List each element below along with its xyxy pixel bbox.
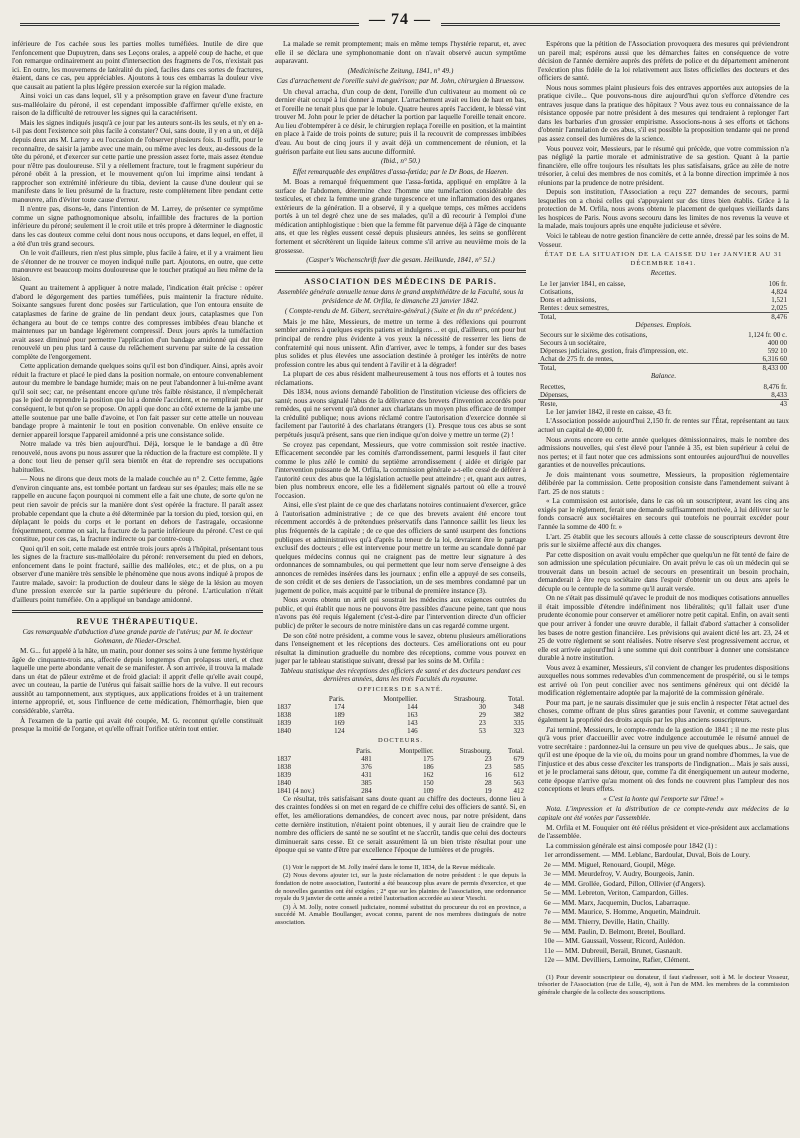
paragraph: L'art. 25 établit que les secours alloués à cette classe de souscripteurs devront être pris sur le sixième affecté aux dix changes.	[538, 532, 789, 550]
paragraph: Mais je me hâte, Messieurs, de mettre un terme à des réflexions qui pourront sembler amères à quelques esprits patiens et indulgens ... et qui, d'ailleurs, ont pour but principal de rendre plus évidente à vos yeux la nécessité de resserrer les liens de confraternité qui nous unissent. Afin d'arriver, avec le temps, à fonder sur des bases plus solides et plus élevées une association destinée à protéger les intérêts de notre profession contre les abus qui tendent à l'avilir et à la dégrader!	[275, 317, 526, 369]
column-1	[12, 40, 263, 1130]
table-cell: 1837	[277, 703, 291, 712]
footnote: (1) Pour devenir souscripteur ou donateur, il faut s'adresser, soit à M. le docteur Vosseur, trésorier de l'Association (rue de Lille, 4), soit à l'un de MM. les membres de la commission générale chargée de la collecte des souscriptions.	[538, 973, 789, 996]
recettes-table	[538, 280, 789, 321]
list-item: 8e — MM. Thierry, Deville, Hatin, Chailly.	[544, 918, 670, 927]
footnote-rule	[371, 859, 431, 860]
table-row	[538, 391, 789, 400]
paragraph: Il n'entre pas, disons-le, dans l'intention de M. Larrey, de présenter ce symptôme comme un signe pathognomonique absolu, infaillible des fractures de la portion inférieure du péroné; seulement il le croit utile et très propre à déterminer le diagnostic dans les cas douteux comme celui dont nous nous occupons, et dans lequel, en effet, il a été d'un très grand secours.	[12, 205, 263, 248]
paragraph: — Nous ne dirons que deux mots de la malade couchée au n° 2. Cette femme, âgée d'environ cinquante ans, est tombée portant un fardeau sur ses épaules; mais elle ne se rappelle en aucune façon pourquoi ni comment elle a fait une chute, de sorte qu'on ne peut rien savoir de précis sur la manière dont s'est opérée la fracture. Il paraît assez probable cependant que la chute a été déterminée par la torsion du pied, torsion qui, en déplaçant le poids du corps et le portant en dehors de l'astragale, occasionne fréquemment, comme on sait, la fracture de la partie inférieure du péroné. C'est ce qui constitue, pour ces cas, la fracture indirecte ou par contre-coup.	[12, 475, 263, 544]
table-row	[275, 771, 526, 779]
paragraph: Le 1er janvier 1842, il reste en caisse, 43 fr.	[546, 407, 672, 416]
table-cell: 412	[513, 786, 524, 795]
source-citation: (Casper's Wochenschrift fuer die gesam. Heilkunde, 1841, n° 51.)	[306, 256, 495, 265]
paragraph: Depuis son institution, l'Association a reçu 227 demandes de secours, parmi lesquelles on a choisi celles qui s'appuyaient sur des titres bien établis. Grâce à la protection de M. Orfila, nous avons obtenu le placement de quelques vieillards dans les hospices de Paris. Nous avons secouru dans les limites de nos revenus la veuve et la malade, mais toujours après une enquête judicieuse et sévère.	[538, 188, 789, 231]
table-cell: 8,476 fr.	[763, 382, 787, 391]
source-citation: (Ibid., n° 50.)	[380, 157, 420, 166]
table-cell: 1,124 fr. 00 c.	[748, 331, 787, 340]
table-header-cell: Total.	[507, 695, 524, 704]
table-cell: 1839	[277, 770, 291, 779]
table-row	[538, 364, 789, 373]
table-cell: 146	[407, 727, 418, 736]
table-cell: 1,521	[771, 295, 787, 304]
table-cell: 174	[334, 703, 345, 712]
officers-table	[275, 695, 526, 735]
footnote: (3) À M. Jolly, notre conseil judiciaire, nommé substitut du procureur du roi en province, a succédé M. Amable Boullanger, avocat connu, parent de nos membres distingués de notre association.	[275, 903, 526, 926]
table-row	[275, 711, 526, 719]
article-subtitle: Assemblée générale annuelle tenue dans le grand amphithéâtre de la Faculté, sous la présidence de M. Orfila, le dimanche 23 janvier 1842.	[277, 288, 524, 305]
table-cell: 8,433	[771, 390, 787, 399]
table-cell: Dépenses,	[540, 390, 569, 399]
paragraph: La plupart de ces abus résident malheureusement à tous nos efforts et à toutes nos réclamations.	[275, 370, 526, 387]
table-header-cell: Strasbourg.	[459, 746, 492, 755]
section-heading: ASSOCIATION DES MÉDECINS DE PARIS.	[304, 276, 497, 286]
paragraph: Quoi qu'il en soit, cette malade est entrée trois jours après à l'hôpital, présentant tous les signes de la fracture sus-malléolaire du péroné: renversement du pied en dehors, enfoncement dans le point fracturé, saillie des malléoles, etc.; et de plus, on a pu observer d'une manière très sensible le phénomène que nous avons indiqué à propos de l'autre malade, savoir: la production de douleur dans le siège de la lésion au moyen d'une pression exercée sur la partie supérieure du péroné. L'articulation n'était d'ailleurs point tuméfiée. On a appliqué un bandage amidonné.	[12, 544, 263, 604]
table-row	[275, 787, 526, 795]
table-row	[275, 719, 526, 727]
paragraph: Par cette disposition on avait voulu empêcher que quelqu'un ne fût tenté de faire de son admission une spéculation pécuniaire. On avait prévu le cas où un médecin qui se trouverait dans un besoin actuel de secours en presentirait un besoin prochain, demanderait à être reçu sociétaire dans l'espoir d'obtenir un ou deux ans après le décuple ou le centuple de la somme qu'il aurait versée.	[538, 550, 789, 593]
paragraph: M. G... fut appelé à la hâte, un matin, pour donner ses soins à une femme hystérique âgée de cinquante-trois ans, affectée depuis longtemps d'un prolapsus uteri, et chez laquelle une perte abondante venait de se manifester. À son arrivée, il trouva la malade dans un état de pâleur extrême et de froid glacial: il apprit d'elle qu'elle avait coupé, avec un couteau, la partie de l'utérus qui faisait saillie hors de la vulve. Il eut recours aussitôt au tamponnement, aux styptiques, aux applications froides et à un traitement interne approprié, et, sous l'influence de cette médication, l'hémorrhagie, bien que considérable, s'arrêta.	[12, 647, 263, 716]
table-cell: 1838	[277, 711, 291, 720]
page-header	[20, 8, 780, 38]
paragraph: Ainsi, elle s'est plaint de ce que des charlatans notoires continuaient d'exercer, grâce à l'autorisation administrative ; de ce que des brevets avaient été encore tout récemment accordés à de prétendues préservatifs dans l'annonce saillit les lieux les plus fréquentés de la capitale ; de ce que des officiers de santé usurpent des fonctions publiques et administratives qu'à d'après la teneur de la loi, devraient être le partage exclusif des docteurs ; elle est intervenue pour mettre un terme au scandale donné par quelques médecins connus qui ne craignent pas de mettre leur signature à des ordonnances de somnambules, ou qui permettent que leur nom serve d'enseigne à des annonces de remèdes insérées dans les journaux ; enfin elle a appuyé de ses conseils, de son crédit et de ses deniers de l'association, un de ses membres condamné par un jugement de police, mais acquitté par le tribunal de première instance (3).	[275, 501, 526, 595]
table-cell: 284	[361, 786, 372, 795]
table-row	[275, 763, 526, 771]
table-cell: 1841 (4 nov.)	[277, 786, 315, 795]
paragraph: On le voit d'ailleurs, rien n'est plus simple, plus facile à faire, et il y a vraiment lieu de s'étonner de ne trouver ce moyen indiqué nulle part. Ajoutons, en outre, que cette manœuvre est beaucoup moins douloureuse que le toucher pratiqué au lieu même de la lésion.	[12, 249, 263, 283]
table-cell: 481	[361, 754, 372, 763]
table-cell: 23	[484, 754, 492, 763]
table-cell: 150	[423, 778, 434, 787]
table-row	[538, 383, 789, 391]
depenses-table	[538, 331, 789, 372]
table-cell: 6,316 60	[762, 355, 787, 364]
paragraph: Mais les signes indiqués jusqu'à ce jour par les auteurs sont-ils les seuls, et n'y en a-t-il pas dont l'existence soit plus facile à constater? Oui, sans doute, il y en a un, et déjà depuis deux ans M. Larrey a eu l'occasion de l'observer plusieurs fois. Il suffit, pour le reconnaître, de saisir la jambe avec une main, ou même avec les deux, au-dessous de la tête du péroné, et d'exercer sur cette partie une pression assez forte, mais assez étendue pour n'être pas douloureuse. S'il y a réellement fracture, tout le fragment supérieur du péroné obéit à la pression, et le mouvement qu'on lui imprime ainsi tendant à rapprocher son extrémité inférieure du tibia, devient la cause d'une douleur qui se manifeste dans le lieu présumé de la fracture, reste complètement libre pendant cette manœuvre, afin d'éviter toute cause d'erreur.	[12, 118, 263, 204]
table-row	[538, 339, 789, 347]
table-cell: 376	[361, 762, 372, 771]
table-header-cell: Paris.	[355, 746, 372, 755]
table-cell: 175	[423, 754, 434, 763]
table-cell: Dons et admissions,	[540, 295, 597, 304]
table-row	[538, 399, 789, 408]
paragraph: L'Association possède aujourd'hui 2,150 fr. de rentes sur l'État, représentant au taux actuel un capital de 40,000 fr.	[538, 417, 789, 434]
list-item: 10e — MM. Gaussail, Vosseur, Ricord, Aulédon.	[544, 937, 685, 946]
source-citation: (Medicinische Zeitung, 1841, n° 49.)	[347, 66, 454, 75]
account-section-title: Balance.	[650, 372, 677, 381]
paragraph: Nota. L'impression et la distribution de ce compte-rendu aux médecins de la capitale ont été votées par l'assemblée.	[538, 805, 789, 823]
table-cell: 1840	[277, 727, 291, 736]
table-cell: 23	[484, 762, 492, 771]
table-row	[538, 296, 789, 304]
table-cell: Reste,	[538, 399, 674, 408]
table-cell: 16	[484, 770, 492, 779]
footnote: (1) Voir le rapport de M. Jolly inséré dans le tome II, 1834, de la Revue médicale.	[283, 863, 496, 871]
paragraph: Nous avons obtenu un arrêt qui soustrait les médecins aux exigences outrées du public, et qui établit que nous ne pouvons être passibles d'aucune peine, tant que nous n'avons pas été requis légalement (c'est-à-dire par l'intervention directe d'un officier public) de prêter le secours de notre ministère dans un cas regardé comme urgent.	[275, 596, 526, 630]
table-cell: 28	[484, 778, 492, 787]
page-number: — 74 —	[359, 11, 441, 29]
table-cell: 8,476	[739, 312, 789, 321]
paragraph: La malade se remit promptement; mais en même temps l'hystérie reparut, et, avec elle il se déclara une symphonomanie dont on n'avait observé aucun symptôme auparavant.	[275, 40, 526, 66]
paragraph: Espérons que la pétition de l'Association provoquera des mesures qui préviendront un pareil mal; espérons aussi que les démarches faites en conséquence de votre décision de l'année dernière auprès des préfets de police et du département amèneront l'exécution plus fidèle de la loi relativement aux listes officielles des docteurs et des officiers de santé.	[538, 40, 789, 83]
footnote: (2) Nous devons ajouter ici, sur la juste réclamation de notre président : le que depuis la fondation de notre association, l'autorité a été beaucoup plus avare de permis d'exercice, et que de nouvelles garanties ont été exigées ; 2° que sur les plaintes de l'association, une ordonnance royale du 9 janvier de cette année a retiré l'autorisation accordée au sieur Vieschi.	[275, 872, 526, 903]
list-item: 12e — MM. Devilliers, Lemoine, Rafier, Clément.	[544, 956, 691, 965]
committee-list	[538, 851, 789, 965]
paragraph: À l'examen de la partie qui avait été coupée, M. G. reconnut qu'elle constituait presque la moitié de l'organe, et qu'elle offrait l'orifice utérin tout entier.	[12, 716, 263, 734]
paragraph: M. Orfila et M. Fouquier ont été réélus président et vice-président aux acclamations de l'assemblée.	[538, 823, 789, 841]
list-item: 4e — MM. Grollée, Godard, Pillon, Ollivier (d'Angers).	[544, 879, 706, 888]
table-cell: 186	[423, 762, 434, 771]
table-cell: 143	[407, 719, 418, 728]
table-cell: 30	[478, 703, 486, 712]
paragraph: Ce résultat, très satisfaisant sans doute quant au chiffre des docteurs, donne lieu à des craintes fondées si on met en regard de ce chiffre celui des officiers de santé. Si, en effet, les améliorations demandées, de concert avec nous, par notre président, dans cette dernière institution, n'étaient point obtenues, il y aurait lieu de craindre que le nombre des officiers de santé ne se soutînt et ne s'accrût, tandis que celui des docteurs diminuerait sans cesse. Et ce serait assurément là un bien triste résultat pour une époque qui se vante d'être par excellence l'époque de lumières et de progrès.	[275, 794, 526, 855]
list-item: 2e — MM. Miguel, Renouard, Goupil, Mège.	[544, 860, 676, 869]
list-item: 11e — MM. Dubreuil, Berail, Brunet, Gasnault.	[544, 946, 683, 955]
paragraph: Vous avez à examiner, Messieurs, s'il convient de changer les prudentes dispositions auxquelles nous sommes redevables d'un commencement de prospérité, ou si le temps est arrivé où l'on peut concilier avec nos sentimens généreux qui ont décidé la modification réglementaire adoptée par la majorité de la commission générale.	[538, 663, 789, 698]
article-title: Cas remarquable d'abduction d'une grande partie de l'utérus; par M. le docteur Gohmann, de Nieder-Orschel.	[22, 628, 253, 645]
article-title: Effet remarquable des emplâtres d'assa-fœtida; par le Dr Boas, de Haeren.	[292, 167, 509, 176]
table-cell: 323	[513, 727, 524, 736]
table-cell: 385	[361, 778, 372, 787]
table-cell: Recettes,	[540, 382, 566, 391]
article-title: Cas d'arrachement de l'oreille suivi de guérison; par M. John, chirurgien à Bruessow.	[276, 77, 525, 86]
table-cell: 189	[334, 711, 345, 720]
table-cell: 1839	[277, 719, 291, 728]
paragraph: Vous pouvez voir, Messieurs, par le résumé qui précède, que votre commission n'a pas négligé la partie morale et administrative de sa gestion. Quant à la partie financière, elle offre toujours les résultats les plus satisfaisans, grâce au zèle de notre trésorier, à celui des membres de nos comités, et à la bonne direction imprimée à nos réunions par la prudence de notre président.	[538, 144, 789, 187]
paragraph: Ainsi voici un cas dans lequel, s'il y a présomption grave en faveur d'une fracture sus-malléolaire du péroné, il est cependant impossible d'affirmer qu'elle existe, en raison de la difficulté de retrouver les signes qui la caractérisent.	[12, 92, 263, 118]
table-cell: 382	[513, 711, 524, 720]
section-divider	[275, 270, 526, 273]
table-cell: 124	[334, 727, 345, 736]
paragraph: inférieure de l'os cachée sous les parties molles tuméfiées. Inutile de dire que l'enfoncement que Dupuytren, dans ses Leçons orales, a appelé coup de hache, et que l'on remarque ordinairement au point d'intersection des fragmens de l'os, n'existait pas ici. En outre, les mouvemens de latéralité du pied, faciles dans ces sortes de fractures, étaient, dans ce cas, peu appréciables. Ajoutons à tous ces embarras la douleur vive que causait au patient la plus légère pression exercée sur la région malade.	[12, 40, 263, 91]
table-header-cell	[275, 747, 342, 755]
table-cell: 592 10	[767, 347, 787, 356]
table-cell: 163	[407, 711, 418, 720]
table-title: Tableau statistique des réceptions des officiers de santé et des docteurs pendant ces dernières années, dans les trois Facultés du royaume.	[280, 666, 521, 684]
table-row	[275, 703, 526, 711]
table-cell: Secours sur le sixième des cotisations,	[540, 331, 648, 340]
list-item: 9e — MM. Paulin, D. Belmont, Bretel, Boullard.	[544, 927, 686, 936]
table-row	[275, 779, 526, 787]
table-header-cell: Total.	[507, 746, 524, 755]
balance-table	[538, 383, 789, 408]
table-cell: 431	[361, 770, 372, 779]
account-section-title: Dépenses. Emplois.	[635, 320, 692, 329]
table-cell: 2,025	[771, 303, 787, 312]
table-cell: Total,	[538, 364, 734, 373]
table-header-cell: Montpellier.	[383, 695, 418, 704]
paragraph: M. Boas a remarqué fréquemment que l'assa-fœtida, appliqué en emplâtre à la surface de l'abdomen, détermine chez l'homme une tuméfaction considérable des testicules, et chez la femme une grande turgescence et une inflammation des organes extérieurs de la génération. Il a observé, il y a quelque temps, ces mêmes accidens portés à un tel degré chez une de ses malades, qu'il a dû recourir à l'emploi d'une médication antiphlogistique : bien que la femme fût parvenue déjà à l'âge de cinquante ans, et que les règles eussent cessé depuis plusieurs années, les seins se gonflèrent fortement et sécrétèrent un liquide laiteux comme s'il arrive au neuvième mois de la grossesse.	[275, 178, 526, 255]
section-heading: REVUE THÉRAPEUTIQUE.	[76, 616, 199, 626]
paragraph: Quant au traitement à appliquer à notre malade, l'indication était précise : opérer d'abord le dégorgement des parties tuméfiées, puis maintenir la fracture réduite. Soixante sangsues furent donc posées sur l'articulation, que l'on entoura ensuite de cataplasmes de farine de graine de lin pendant deux jours, cataplasmes que l'on échangera au bout de ce temps contre des compresses imbibées d'eau blanche et maintenues par un bandage légèrement compressif. Deux jours après la tuméfaction avait assez diminué pour permettre l'application d'un bandage amidonné qui dut être renouvelé un peu plus tard à cause du relâchement survenu par suite de la cessation complète de l'engorgement.	[12, 284, 263, 361]
paragraph: On ne s'était pas dissimulé qu'avec le produit de nos modiques cotisations annuelles il était impossible d'étendre indéfiniment nos libéralités; qu'il fallait user d'une prudente économie pour conserver et améliorer notre petit capital. Enfin, on avait senti que pour arriver à fonder une œuvre durable, il fallait d'abord s'attacher à consolider les bases de notre gestion financière. Les prévisions qui avaient dicté les art. 23, 24 et 25 de votre règlement se sont réalisées. Notre réserve s'est progressivement accrue, et elle est arrivée aujourd'hui à une somme qui doit contribuer à donner une consistance durable à notre institution.	[538, 594, 789, 663]
table-row	[538, 304, 789, 313]
table-cell: 109	[423, 786, 434, 795]
table-cell: Dépenses judiciaires, gestion, frais d'impression, etc.	[540, 347, 689, 356]
table-cell: Total,	[538, 312, 739, 321]
doctors-table	[275, 747, 526, 795]
list-item: 5e — MM. Lebreton, Veriton, Campardon, Gilles.	[544, 889, 689, 898]
table-cell: 53	[478, 727, 486, 736]
table-caption: OFFICIERS DE SANTÉ.	[357, 685, 444, 693]
table-cell: 1840	[277, 778, 291, 787]
table-cell: 162	[423, 770, 434, 779]
list-item: 6e — MM. Marx, Jacquemin, Duclos, Labarraque.	[544, 898, 690, 907]
list-item: 7e — MM. Maurice, S. Homme, Anquetin, Maindruit.	[544, 908, 701, 917]
paragraph: Je dois maintenant vous soumettre, Messieurs, la proposition réglementaire délibérée par la commission. Cette proposition consiste dans l'amendement suivant à l'art. 25 de nos statuts :	[538, 470, 789, 496]
table-row	[538, 312, 789, 321]
table-cell: 400 00	[767, 339, 787, 348]
paragraph: Se croyez pas cependant, Messieurs, que votre commission soit restée inactive. Efficacement secondée par les comités d'arrondissement, parmi lesquels il faut citer comme le plus zélé le comité du septième arrondissement ( aidée et dirigée par l'intervention puissante de M. Orfila, la commission générale a-t-elle cessé de déférer à l'autorité ceux des abus que la législation actuelle peut atteindre ; et, quant aux autres, bien plus nombreux encore, elle les a fidèlement signalés partout où elle a trouvé l'occasion.	[275, 440, 526, 500]
paragraph: Cette application demande quelques soins qu'il est bon d'indiquer. Ainsi, après avoir réduit la fracture et placé le pied dans la position normale, on entoure convenablement autour du membre le bandage humide; mais on ne peut l'abandonner à lui-même avant qu'il soit sec; car, ne présentant encore qu'une très faible résistance, il n'empêcherait pas le pied de reprendre la position que lui a donnée l'accident, et ne remplirait pas, par conséquent, le but qu'on se propose. On appli que donc au côté externe de la jambe une attelle soutenue par une balle d'avoine, et l'on fait passer sur cette attelle un nouveau bandage propre à maintenir le tout en position convenable. On enlève ensuite ce dernier appareil lorsque l'appareil amidonné a pris une consistance solide.	[12, 362, 263, 439]
table-cell: Achat de 275 fr. de rentes,	[540, 355, 614, 364]
paragraph: Nous avons encore eu cette année quelques démissionnaires, mais le nombre des admissions nouvelles, qui s'est élevé pour l'année à 35, est bien supérieur à celui de nos pertes; et il faut noter que ces admissions sont entourées aujourd'hui de nouvelles garanties et de nouvelles précautions.	[538, 435, 789, 470]
table-cell: Cotisations,	[540, 287, 574, 296]
table-cell: Rentes : deux semestres,	[540, 303, 609, 312]
table-header-cell: Strasbourg.	[453, 695, 486, 704]
table-row	[538, 288, 789, 296]
table-header-cell	[275, 695, 309, 703]
paragraph: Pour ma part, je ne saurais dissimuler que je suis enclin à respecter l'état actuel des choses, comme offrant de plus sûres garanties pour l'avenir, et comme sauvegardant également la propriété des droits acquis par les plus anciens souscripteurs.	[538, 698, 789, 724]
paragraph: Dès 1834, nous avions demandé l'abolition de l'institution vicieuse des officiers de santé; nous avons signalé l'abus de la délivrance des brevets d'invention accordés pour remèdes, qui ne servent qu'à donner aux charlatans un moyen plus efficace de tromper la crédulité publique; nous avions réclamé contre l'autorisation d'exercice donnée si facilement par l'autorité à des charlatans étrangers (1). Presque tous ces abus se sont perpétués jusqu'à présent, sans que rien indique qu'on doive y mettre un terme (2) !	[275, 388, 526, 439]
table-cell: 4,824	[771, 287, 787, 296]
section-divider	[12, 610, 263, 613]
table-cell: 679	[513, 754, 524, 763]
list-item: 1er arrondissement. — MM. Leblanc, Bardoulat, Duval, Bois de Loury.	[544, 851, 751, 860]
table-cell: 8,433 00	[734, 364, 789, 373]
column-2	[275, 40, 526, 1130]
paragraph: Notre malade va très bien aujourd'hui. Déjà, lorsque le le bandage a dû être renouvelé, nous avons pu nous assurer que la réduction de la fracture est complète. Il y a donc tout lieu de penser qu'il sera bientôt en état de reprendre ses occupations habituelles.	[12, 440, 263, 474]
table-row	[275, 727, 526, 735]
table-cell: 1837	[277, 754, 291, 763]
table-cell: 335	[513, 719, 524, 728]
paragraph: La commission générale est ainsi composée pour 1842 (1) :	[546, 841, 718, 850]
columns	[12, 40, 788, 1130]
table-header-cell: Paris.	[328, 695, 345, 704]
table-row	[275, 755, 526, 763]
table-cell: 43	[674, 399, 789, 408]
quote: « C'est la honte qui l'emporte sur l'âme! »	[603, 794, 724, 803]
table-row	[538, 280, 789, 288]
table-cell: 23	[478, 719, 486, 728]
list-item: 3e — MM. Meurdefroy, V. Audry, Bourgeois, Janin.	[544, 870, 695, 879]
table-cell: 29	[478, 711, 486, 720]
paragraph: Nous nous sommes plaint plusieurs fois des entraves apportées aux autopsies de la pratique civile... Que pouvons-nous dire aujourd'hui qu'on s'efforce d'étendre ces entraves jusque dans la pratique des hôpitaux ? Vous avez tous eu connaissance de la résistance opposée par notre président à des mesures qui tendraient à replonger l'art dans les barbaries d'un grossier empirisme. Associons-nous à ses efforts et tâchons d'obtenir l'annulation de ces abus, s'il est possible la proposition tendante qui ne prend pas assez conseil des lumières de la science.	[538, 83, 789, 144]
table-row	[538, 355, 789, 364]
table-cell: 348	[513, 703, 524, 712]
table-cell: 106 fr.	[768, 279, 787, 288]
table-row	[538, 347, 789, 355]
paragraph: Voici le tableau de notre gestion financière de cette année, dressé par les soins de M. Vosseur.	[538, 232, 789, 249]
paragraph: J'ai terminé, Messieurs, le compte-rendu de la gestion de 1841 ; il ne me reste plus qu'à vous prier d'accueillir avec votre indulgence accoutumée le résumé annuel de votre secrétaire : pardonnez-lui la censure un peu vive de quelques abus... Je sais, que qu'il est une époque de la vie où, du moins pour un grand nombre d'hommes, la vue de l'injustice et des abus cesse d'exciter les transports de l'indignation... Mais je sais aussi, et je le proclamerai sans détour, que, comme l'a dit énergiquement un auteur moderne, cette époque n'arrive qu'au moment où des fonds ne couvrent plus l'ampleur des nos conceptions et leurs effets.	[538, 725, 789, 794]
table-caption: DOCTEURS.	[378, 737, 423, 745]
table-cell: 19	[484, 786, 492, 795]
continuation-note: ( Compte-rendu de M. Gibert, secrétaire-général.) (Suite et fin du n° précédent.)	[284, 307, 517, 316]
table-cell: 144	[407, 703, 418, 712]
account-section-title: Recettes.	[650, 269, 677, 278]
paragraph: Un cheval arracha, d'un coup de dent, l'oreille d'un cultivateur au moment où ce dernier était occupé à lui donner à manger. L'arrachement avait eu lieu de haut en bas, et l'oreille ne tenait plus que par le lobule. Quatre heures après l'accident, le blessé vint trouver M. John pour le prier de détacher la portion par laquelle l'oreille tenait encore. Au lieu d'obtempérer à ce désir, le chirurgien replaça l'oreille en position, et la maintint en place à l'aide de trois points de suture; puis il la recouvrit de compresses imbibées d'eau. Au bout de cinq jours il y avait déjà un commencement de réunion, et la guérison parfaite eut lieu sans aucune difformité.	[275, 87, 526, 156]
table-cell: 1838	[277, 762, 291, 771]
column-3	[538, 40, 789, 1130]
table-cell: 612	[513, 770, 524, 779]
account-title: ÉTAT DE LA SITUATION DE LA CAISSE DU 1er JANVIER AU 31 DÉCEMBRE 1841.	[544, 251, 783, 267]
table-cell: Secours à un sociétaire,	[540, 339, 607, 348]
paragraph: « La commission est autorisée, dans le cas où un souscripteur, avant les cinq ans exigés par le règlement, ferait une demande suffisamment motivée, à lui délivrer sur le fonds consacré aux sociétaires en secours qui toutefois ne pourrait excéder pour l'année la somme de 400 fr. »	[538, 497, 789, 531]
table-cell: 563	[513, 778, 524, 787]
table-header-cell: Montpellier.	[399, 746, 434, 755]
paragraph: De son côté notre président, a comme vous le savez, obtenu plusieurs améliorations dans l'enseignement et les réceptions des docteurs. Ces améliorations ont eu pour résultat la diminution graduelle du nombre des réceptions, comme vous pouvez en juger par le tableau statistique suivant, dressé par les soins de M. Orfila :	[275, 631, 526, 666]
table-row	[538, 331, 789, 339]
table-cell: Le 1er janvier 1841, en caisse,	[540, 279, 626, 288]
footnote-rule	[634, 969, 694, 970]
table-cell: 169	[334, 719, 345, 728]
table-cell: 585	[513, 762, 524, 771]
